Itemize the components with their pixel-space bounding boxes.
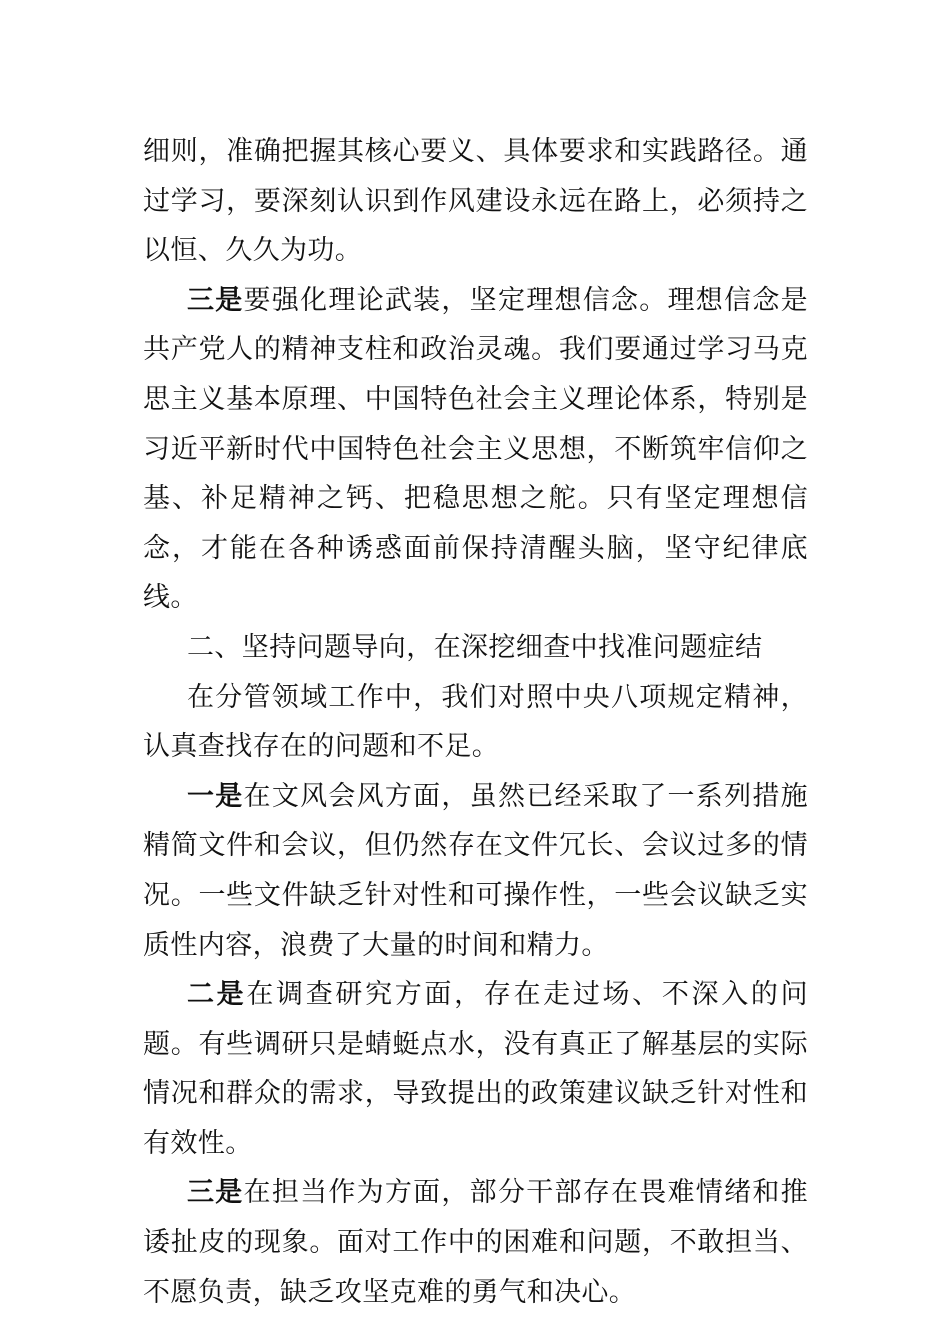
paragraph-lead: 一是	[187, 780, 244, 812]
paragraph-continuation	[143, 127, 808, 276]
paragraph-point-three	[143, 1168, 808, 1317]
paragraph-text: 在调查研究方面，存在走过场、不深入的问题。有些调研只是蜻蜓点水，没有真正了解基层的实际情况和群众的需求，导致提出的政策建议缺乏针对性和有效性。	[143, 979, 808, 1159]
paragraph-text: 细则，准确把握其核心要义、具体要求和实践路径。通过学习，要深刻认识到作风建设永远在路上，必须持之以恒、久久为功。	[143, 136, 808, 267]
paragraph-intro	[143, 673, 808, 772]
paragraph-text: 在分管领域工作中，我们对照中央八项规定精神，认真查找存在的问题和不足。	[143, 681, 808, 763]
section-heading-text: 二、坚持问题导向，在深挖细查中找准问题症结	[187, 631, 763, 663]
document-body	[143, 127, 808, 1317]
paragraph-text: 在文风会风方面，虽然已经采取了一系列措施精简文件和会议，但仍然存在文件冗长、会议过多的情况。一些文件缺乏针对性和可操作性，一些会议缺乏实质性内容，浪费了大量的时间和精力。	[143, 780, 809, 961]
paragraph-point-one	[143, 772, 808, 970]
paragraph-point-three-theory	[143, 276, 808, 623]
paragraph-lead: 三是	[187, 284, 244, 316]
paragraph-lead: 三是	[187, 1177, 244, 1209]
paragraph-point-two	[143, 970, 808, 1168]
section-heading	[143, 623, 808, 673]
paragraph-lead: 二是	[187, 979, 247, 1011]
paragraph-text: 在担当作为方面，部分干部存在畏难情绪和推诿扯皮的现象。面对工作中的困难和问题，不敢担当、不愿负责，缺乏攻坚克难的勇气和决心。	[143, 1177, 809, 1308]
paragraph-text: 要强化理论武装，坚定理想信念。理想信念是共产党人的精神支柱和政治灵魂。我们要通过学习马克思主义基本原理、中国特色社会主义理论体系，特别是习近平新时代中国特色社会主义思想，不断筑牢信仰之基、补足精神之钙、把稳思想之舵。只有坚定理想信念，才能在各种诱惑面前保持清醒头脑，坚守纪律底线。	[143, 284, 809, 614]
